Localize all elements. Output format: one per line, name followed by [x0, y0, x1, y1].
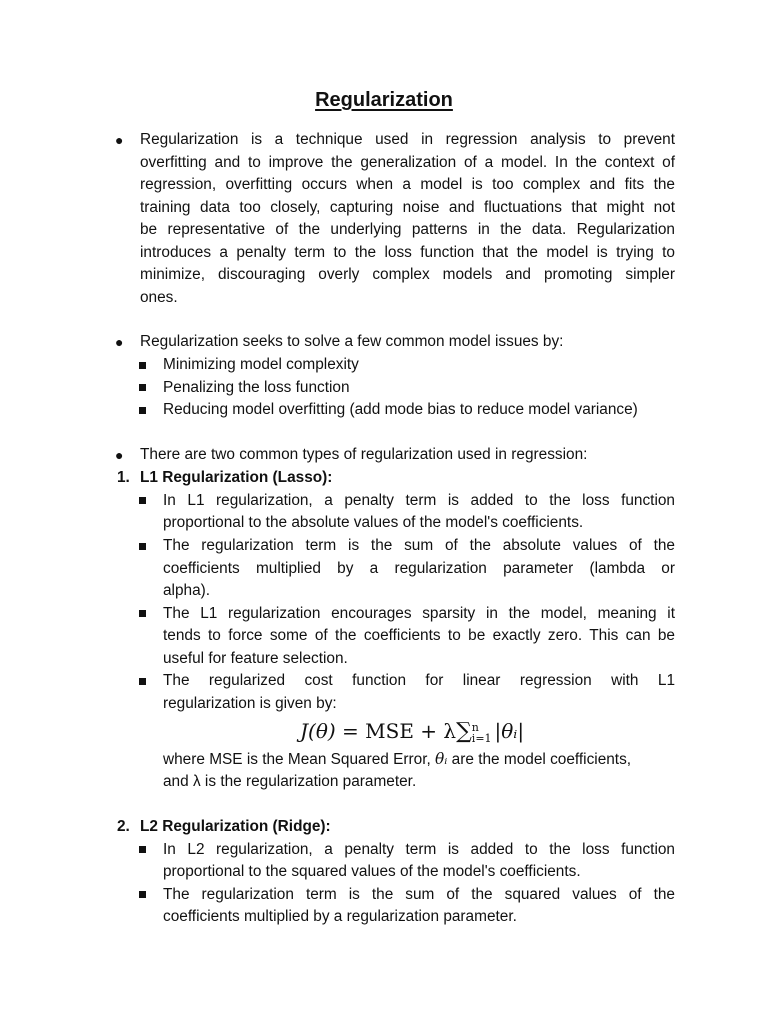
bullet-dot: ● [115, 132, 124, 148]
l1-bullet-line: coefficients multiplied by a regularization parameter (lambda or [163, 559, 675, 577]
l1-bullet-line: In L1 regularization, a penalty term is added to the loss function [163, 491, 675, 509]
square-bullet-icon [139, 610, 146, 617]
l1-bullet-line: The regularization term is the sum of the absolute values of the [163, 537, 675, 554]
intro-line: ones. [140, 288, 178, 306]
l2-bullet-line: proportional to the squared values of the model's coefficients. [163, 863, 581, 880]
page-title: Regularization [315, 89, 453, 111]
intro-line: regression, overfitting occurs when a model is too complex and fits the [140, 176, 675, 193]
l2-bullet-line: coefficients multiplied by a regularization parameter. [163, 908, 517, 925]
intro-line: be representative of the underlying patterns in the data. Regularization [140, 221, 675, 238]
where-post: are the model coefficients, [447, 751, 632, 768]
l1-bullet-line: The L1 regularization encourages sparsity in the model, meaning it [163, 604, 675, 622]
square-bullet-icon [139, 384, 146, 391]
l1-bullet-line: regularization is given by: [163, 694, 337, 712]
bullet-dot: ● [115, 334, 124, 350]
intro-line: overfitting and to improve the generalization of a model. In the context of [140, 153, 675, 171]
square-bullet-icon [139, 497, 146, 504]
l1-bullet-line: useful for feature selection. [163, 649, 348, 667]
l2-bullet-line: In L2 regularization, a penalty term is added to the loss function [163, 840, 675, 858]
l1-bullet-line: The regularized cost function for linear regression with L1 [163, 672, 675, 689]
l1-where-line: and λ is the regularization parameter. [163, 772, 417, 790]
formula-eq: = MSE + λ [335, 719, 457, 743]
square-bullet-icon [139, 891, 146, 898]
l1-cost-formula [300, 719, 560, 744]
formula-limits [472, 722, 492, 744]
l2-number: 2. [117, 818, 130, 835]
intro-line: introduces a penalty term to the loss function that the model is trying to [140, 243, 675, 261]
formula-upper: n [471, 720, 479, 734]
square-bullet-icon [139, 407, 146, 414]
intro-line: training data too closely, capturing noise and fluctuations that might not [140, 198, 675, 216]
l1-number: 1. [117, 469, 130, 486]
square-bullet-icon [139, 678, 146, 685]
issue-item: Penalizing the loss function [163, 378, 350, 396]
square-bullet-icon [139, 543, 146, 550]
l1-bullet-line: proportional to the absolute values of the model's coefficients. [163, 514, 584, 531]
issues-heading: Regularization seeks to solve a few common model issues by: [140, 333, 564, 350]
issue-item: Minimizing model complexity [163, 356, 359, 373]
l1-bullet-line: tends to force some of the coefficients to be exactly zero. This can be [163, 627, 675, 644]
types-heading: There are two common types of regularization used in regression: [140, 446, 588, 463]
formula-sigma: ∑ [456, 719, 472, 744]
l1-where-line [163, 748, 675, 772]
theta-symbol: θᵢ [435, 750, 448, 768]
formula-term: |θᵢ| [494, 719, 525, 743]
issue-item: Reducing model overfitting (add mode bias to reduce model variance) [163, 401, 638, 418]
bullet-dot: ● [115, 447, 124, 463]
l1-bullet-line: alpha). [163, 582, 211, 599]
square-bullet-icon [139, 362, 146, 369]
l2-heading: L2 Regularization (Ridge): [140, 818, 331, 835]
square-bullet-icon [139, 846, 146, 853]
formula-lower: i=1 [471, 731, 492, 745]
formula-lhs: J(θ) [300, 719, 336, 743]
l2-bullet-line: The regularization term is the sum of the squared values of the [163, 885, 675, 903]
l1-heading: L1 Regularization (Lasso): [140, 469, 333, 486]
intro-line: minimize, discouraging overly complex models and promoting simpler [140, 266, 675, 283]
where-pre: where MSE is the Mean Squared Error, [163, 751, 436, 768]
intro-line: Regularization is a technique used in regression analysis to prevent [140, 131, 675, 148]
